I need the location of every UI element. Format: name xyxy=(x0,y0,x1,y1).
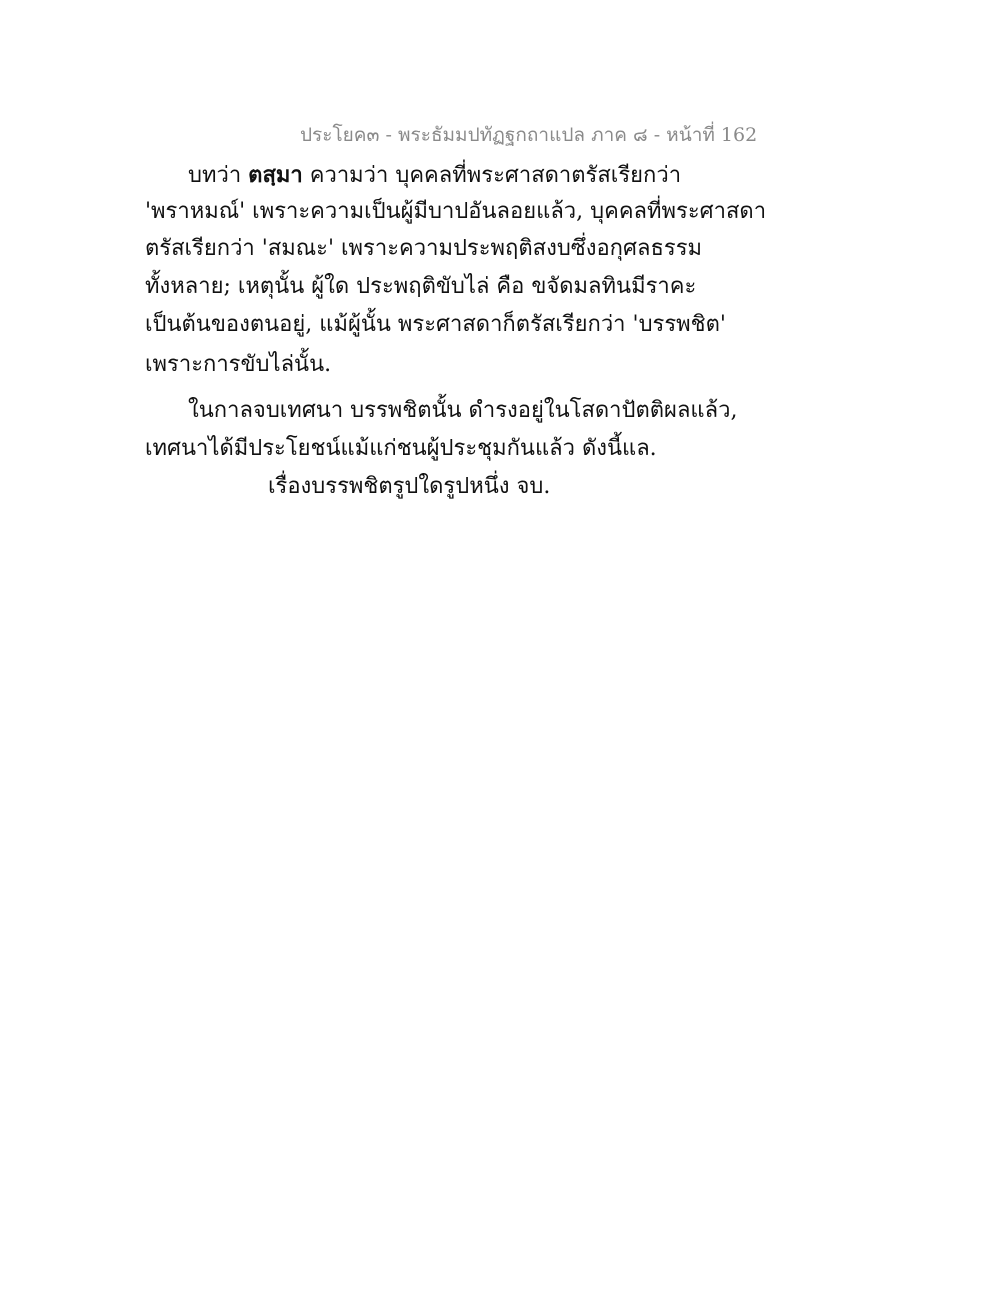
paragraph-line-5: เป็นต้นของตนอยู่, แม้ผู้นั้น พระศาสดาก็ตรัสเรียกว่า 'บรรพชิต' xyxy=(145,312,726,337)
paragraph-line-4: ทั้งหลาย; เหตุนั้น ผู้ใด ประพฤติขับไล่ คือ ขจัดมลทินมีราคะ xyxy=(145,274,697,299)
paragraph-line-7: ในกาลจบเทศนา บรรพชิตนั้น ดำรงอยู่ในโสดาปัตติผลแล้ว, xyxy=(188,398,738,423)
bold-term: ตสฺมา xyxy=(248,162,303,188)
paragraph-line-2: 'พราหมณ์' เพราะความเป็นผู้มีบาปอันลอยแล้ว, บุคคลที่พระศาสดา xyxy=(145,199,767,224)
line-1-suffix: ความว่า บุคคลที่พระศาสดาตรัสเรียกว่า xyxy=(302,163,682,188)
paragraph-line-6: เพราะการขับไล่นั้น. xyxy=(145,352,332,377)
page-header: ประโยค๓ - พระธัมมปทัฏฐกถาแปล ภาค ๘ - หน้าที่ 162 xyxy=(300,124,758,146)
line-1-prefix: บทว่า xyxy=(188,163,249,188)
paragraph-line-3: ตรัสเรียกว่า 'สมณะ' เพราะความประพฤติสงบซึ่งอกุศลธรรม xyxy=(145,236,703,261)
paragraph-line-8: เทศนาได้มีประโยชน์แม้แก่ชนผู้ประชุมกันแล้ว ดังนี้แล. xyxy=(145,436,657,461)
story-end-line: เรื่องบรรพชิตรูปใดรูปหนึ่ง จบ. xyxy=(268,474,551,499)
paragraph-line-1 xyxy=(188,160,681,191)
